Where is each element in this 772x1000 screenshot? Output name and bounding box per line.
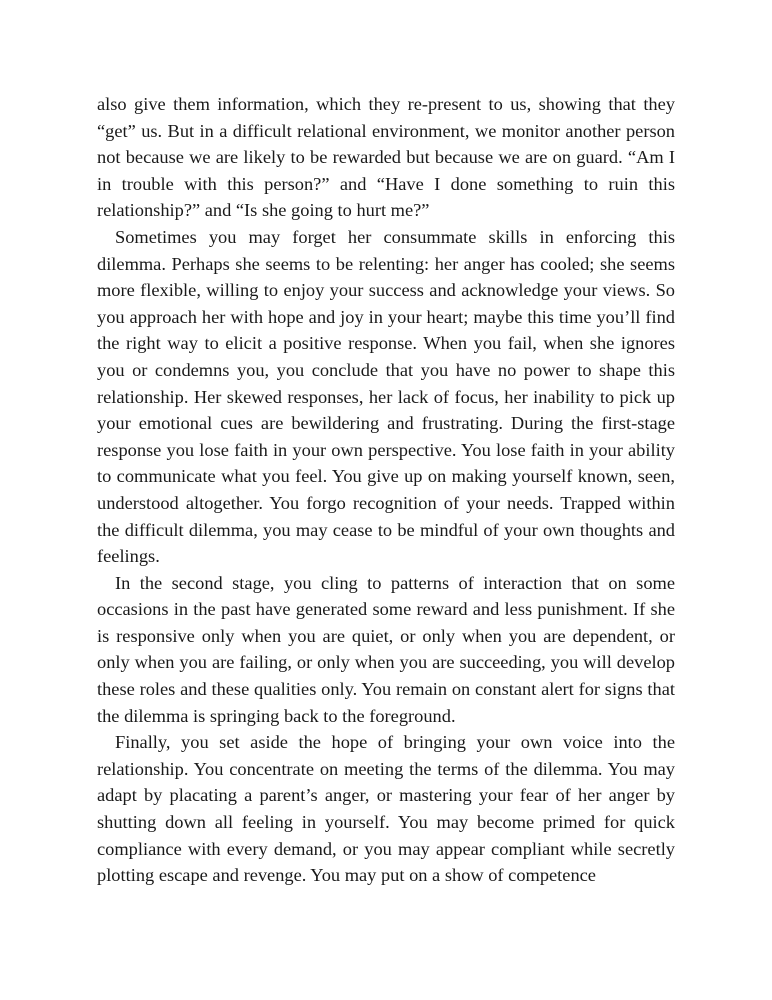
- paragraph-continuation: also give them information, which they re-present to us, showing that they “get” us. But in a difficult relational environment, we monitor another person not because we are likely to be rewarded but because we are on guard. “Am I in trouble with this person?” and “Have I done something to ruin this relationship?” and “Is she going to hurt me?”: [97, 94, 675, 221]
- paragraph-first-stage: Sometimes you may forget her consummate skills in enforcing this dilemma. Perhaps she seems to be relenting: her anger has cooled; she seems more flexible, willing to enjoy your success and acknowledge your views. So you approach her with hope and joy in your heart; maybe this time you’ll find the right way to elicit a positive response. When you fail, when she ignores you or condemns you, you conclude that you have no power to shape this relationship. Her skewed responses, her lack of focus, her inability to pick up your emotional cues are bewildering and frustrating. During the first-stage response you lose faith in your own perspective. You lose faith in your ability to communicate what you feel. You give up on making yourself known, seen, understood altogether. You forgo recognition of your needs. Trapped within the difficult dilemma, you may cease to be mindful of your own thoughts and feelings.: [97, 226, 675, 567]
- page-body: [97, 91, 675, 889]
- paragraph-final-stage: Finally, you set aside the hope of bringing your own voice into the relationship. You concentrate on meeting the terms of the dilemma. You may adapt by placating a parent’s anger, or mastering your fear of her anger by shutting down all feeling in yourself. You may become primed for quick compliance with every demand, or you may appear compliant while secretly plotting escape and revenge. You may put on a show of competence: [97, 732, 675, 886]
- paragraph-second-stage: In the second stage, you cling to patterns of interaction that on some occasions in the past have generated some reward and less punishment. If she is responsive only when you are quiet, or only when you are dependent, or only when you are failing, or only when you are succeeding, you will develop these roles and these qualities only. You remain on constant alert for signs that the dilemma is springing back to the foreground.: [97, 572, 675, 726]
